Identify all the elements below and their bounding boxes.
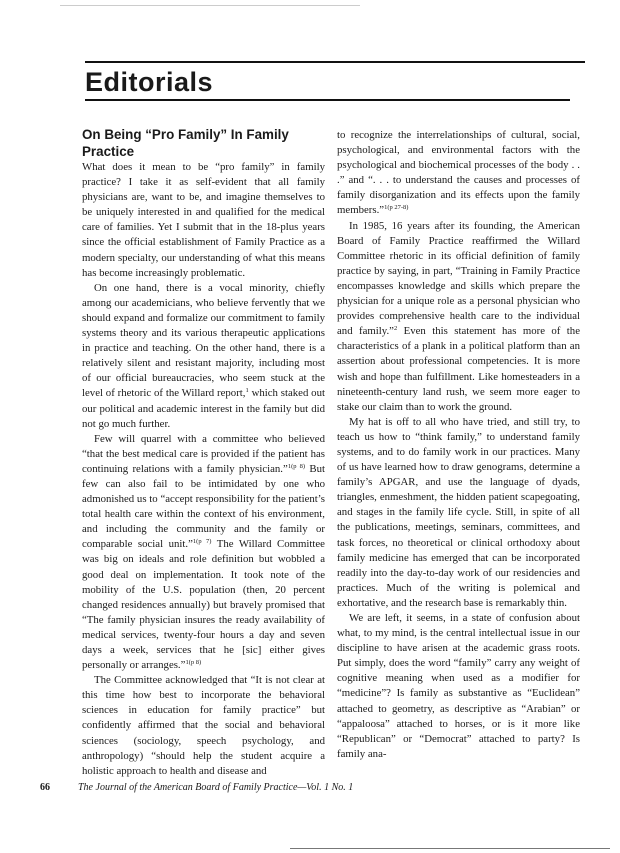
- paragraph: [82, 281, 325, 432]
- page-number: 66: [40, 782, 50, 793]
- paragraph: [82, 432, 325, 674]
- reference-marker: 1(p 8): [287, 462, 306, 470]
- paragraph-text: In 1985, 16 years after its founding, the American Board of Family Practice reaffirmed the Willard Committee rhetoric in its official definition of family practice by saying, in part, “Training in Family Practice encompasses knowledge and skills which prepare the physician for a unique role as a personal physician who provides comprehensive health care to the individual and family.”: [337, 219, 580, 338]
- paragraph: [82, 160, 325, 281]
- paragraph-text: My hat is off to all who have tried, and still try, to teach us how to “think family,” to understand family systems, and to do family work in our practices. Many of us have learned how to draw genograms, determine a family’s APGAR, and use the language of dyads, triangles, enmeshment, the hidden patient scapegoating, and stages in the family life cycle. Still, in spite of all the publications, meetings, seminars, committees, and task forces, no theoretical or clinical orthodoxy about family medicine has emerged that can be incorporated readily into the day-to-day work of our residencies and practices. Much of the writing is polemical and exhortative, and the research base is remarkably thin.: [337, 415, 580, 609]
- reference-marker: 1(p 27-8): [384, 204, 409, 212]
- header-rule: [85, 61, 585, 63]
- paragraph: [82, 673, 325, 779]
- reference-marker: 1(p 7): [192, 538, 212, 546]
- scan-artifact-line: [60, 5, 360, 6]
- paragraph-text: The Willard Committee was big on ideals and role definition but wobbled a good deal on implementation. It took note of the mobility of the U.S. population (then, 20 percent changed residences annually) but bravely promised that “The family physician insures the ready availability of medical services, twenty-four hours a day and seven days a week, services that he [sic] either gives personally or arranges.”: [82, 538, 325, 672]
- paragraph-text: On one hand, there is a vocal minority, chiefly among our academicians, who believe fervently that we should expand and formalize our commitment to family systems theory and its various therapeutic applications in practice and teaching. On the other hand, there is a relatively silent and resistant majority, including most of our official bureaucracies, who seem stuck at the level of rhetoric of the Willard report,: [82, 281, 325, 400]
- section-title: Editorials: [85, 67, 214, 97]
- article-title: On Being “Pro Family” In Family Practice: [82, 127, 289, 159]
- footer-rule: [290, 848, 610, 849]
- page-footer: [40, 781, 560, 795]
- paragraph-text: The Committee acknowledged that “It is not clear at this time how best to incorporate the behavioral sciences in education for family practice” but confidently affirmed that the social and behavioral sciences (sociology, speech psychology, and anthropology) “should help the student acquire a holistic approach to health and disease and: [82, 674, 325, 777]
- paragraph-text: But few can also fail to be intimidated by one who admonished us to “accept responsibility for the patient’s total health care within the context of his environment, and including the community and the family or comparable social unit.”: [82, 462, 325, 551]
- paragraph: [337, 128, 580, 219]
- paragraph-text: Few will quarrel with a committee who believed “that the best medical care is provided if the patient has continuing relations with a family physician.”: [82, 432, 325, 475]
- paragraph: [337, 611, 580, 762]
- reference-marker: 1: [245, 387, 249, 395]
- paragraph-text: We are left, it seems, in a state of confusion about what, to my mind, is the central intellectual issue in our discipline to have arisen at the academic grass roots. Put simply, does the word “family” carry any weight of cognitive meaning when used as a modifier for “medicine”? Is family as substantive as “Euclidean” attached to geometry, as descriptive as “Arabian” or “appaloosa” attached to horses, or is it more like “Republican” or “Democrat” attached to party? Is family ana-: [337, 612, 580, 760]
- left-column: [82, 122, 325, 779]
- section-title-rule: [85, 99, 570, 101]
- paragraph-text: Even this statement has more of the characteristics of a plank in a political platform than an assertion about professional competencies. It is more wish and hope than fulfillment. Like homesteaders in a nineteenth-century land rush, we seem more eager to stake our claim than to work the ground.: [337, 325, 580, 413]
- paragraph-text: which staked out our political and academic interest in the family but did not go much further.: [82, 387, 325, 430]
- reference-marker: 2: [393, 325, 398, 333]
- paragraph: [337, 415, 580, 611]
- right-column: [337, 128, 580, 762]
- paragraph-text: to recognize the interrelationships of cultural, social, psychological, and environmental factors with the psychological and biochemical processes of the body . . .” and “. . . to understand the causes and processes of family disorganization and its effects upon the family members.”: [337, 129, 580, 217]
- reference-marker: 1(p 8): [185, 659, 202, 667]
- paragraph: [337, 219, 580, 415]
- paragraph-text: What does it mean to be “pro family” in family practice? I take it as self-evident that all family physicians are, want to be, and imagine themselves to be uniquely interested in and qualified for the medical care of families. Yet I submit that in the 18-plus years since the official establishment of Family Practice as a modern specialty, our understanding of what this means has become increasingly problematic.: [82, 161, 325, 279]
- journal-citation: The Journal of the American Board of Family Practice—Vol. 1 No. 1: [78, 782, 354, 793]
